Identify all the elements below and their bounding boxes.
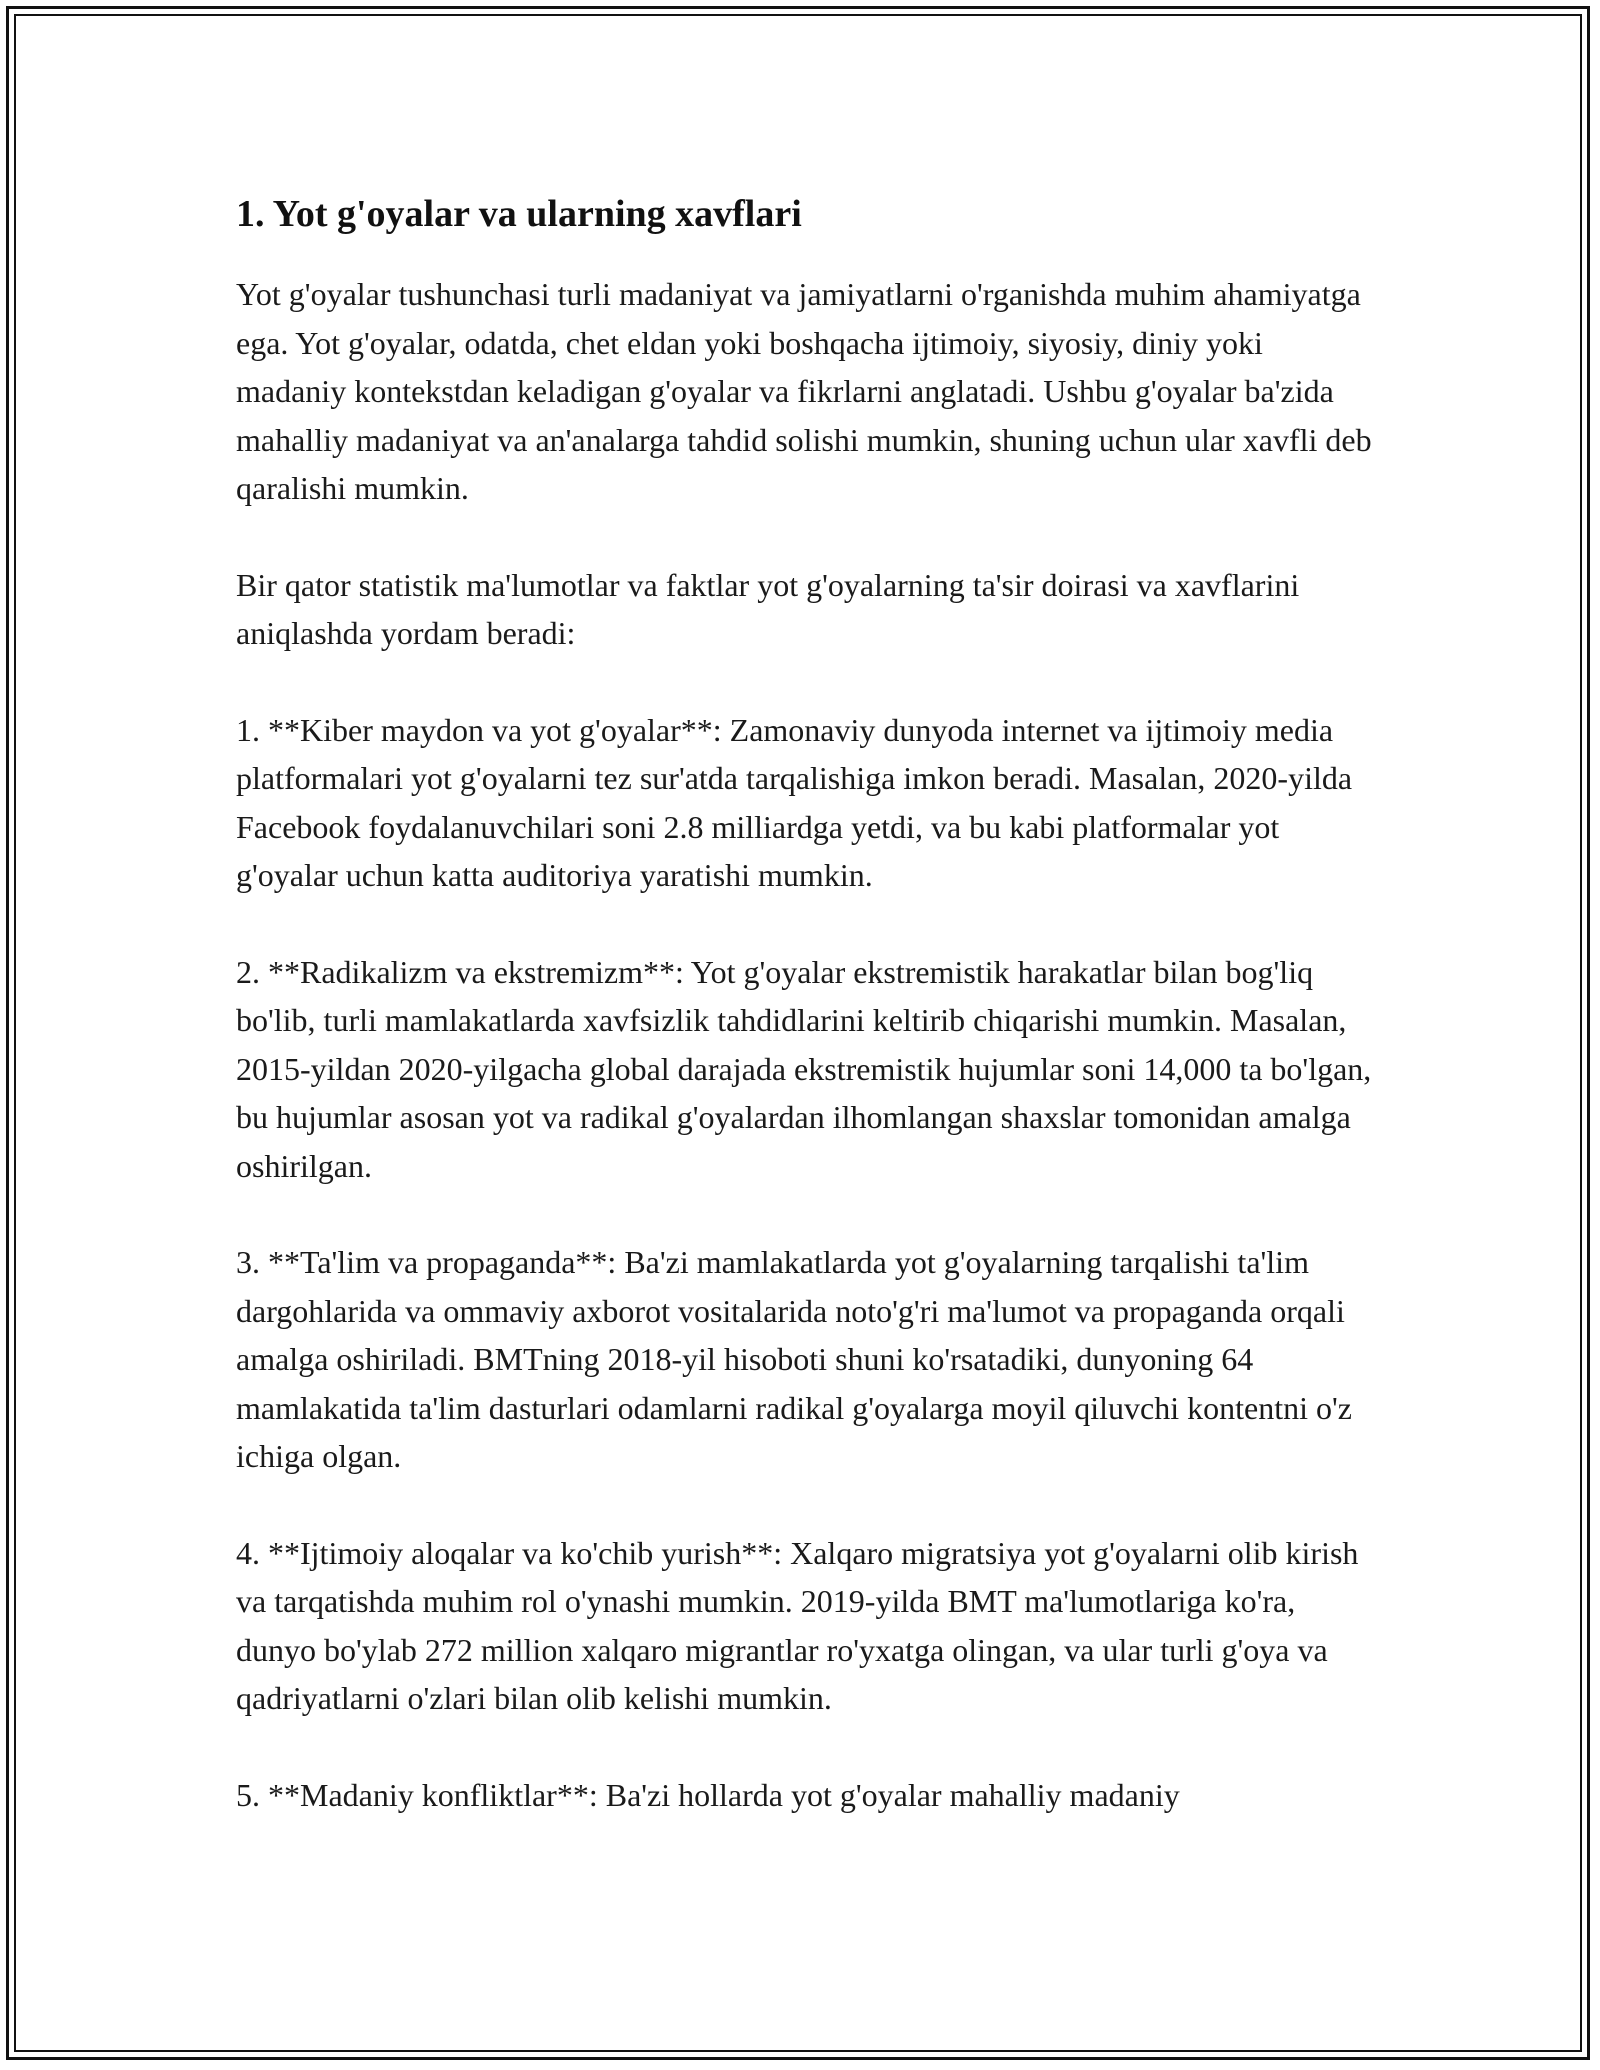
list-item-education-propaganda: 3. **Ta'lim va propaganda**: Ba'zi mamlakatlarda yot g'oyalarning tarqalishi ta'lim dargohlarida va ommaviy axborot vositalarida noto'g'ri ma'lumot va propaganda orqali amalga oshiriladi. BMTning 2018-yil hisoboti shuni ko'rsatadiki, dunyoning 64 mamlakatida ta'lim dasturlari odamlarni radikal g'oyalarga moyil qiluvchi kontentni o'z ichiga olgan. <box>236 1244 1352 1474</box>
section-title: 1. Yot g'oyalar va ularning xavflari <box>236 193 802 235</box>
document-body <box>236 186 1376 1867</box>
intro-paragraph: Yot g'oyalar tushunchasi turli madaniyat va jamiyatlarni o'rganishda muhim ahamiyatga ega. Yot g'oyalar, odatda, chet eldan yoki boshqacha ijtimoiy, siyosiy, diniy yoki madaniy kontekstdan keladigan g'oyalar va fikrlarni anglatadi. Ushbu g'oyalar ba'zida mahalliy madaniyat va an'analarga tahdid solishi mumkin, shuning uchun ular xavfli deb qaralishi mumkin. <box>236 276 1372 506</box>
list-item-migration: 4. **Ijtimoiy aloqalar va ko'chib yurish**: Xalqaro migratsiya yot g'oyalarni olib kirish va tarqatishda muhim rol o'ynashi mumkin. 2019-yilda BMT ma'lumotlariga ko'ra, dunyo bo'ylab 272 million xalqaro migrantlar ro'yxatga olingan, va ular turli g'oya va qadriyatlarni o'zlari bilan olib kelishi mumkin. <box>236 1534 1359 1716</box>
list-item-cyber-space: 1. **Kiber maydon va yot g'oyalar**: Zamonaviy dunyoda internet va ijtimoiy media platformalari yot g'oyalarni tez sur'atda tarqalishiga imkon beradi. Masalan, 2020-yilda Facebook foydalanuvchilari soni 2.8 milliardga yetdi, va bu kabi platformalar yot g'oyalar uchun katta auditoriya yaratishi mumkin. <box>236 711 1353 893</box>
stats-intro-paragraph: Bir qator statistik ma'lumotlar va faktlar yot g'oyalarning ta'sir doirasi va xavflarini aniqlashda yordam beradi: <box>236 566 1300 651</box>
list-item-cultural-conflicts: 5. **Madaniy konfliktlar**: Ba'zi hollarda yot g'oyalar mahalliy madaniy <box>236 1776 1180 1813</box>
list-item-radicalism: 2. **Radikalizm va ekstremizm**: Yot g'oyalar ekstremistik harakatlar bilan bog'liq bo'lib, turli mamlakatlarda xavfsizlik tahdidlarini keltirib chiqarishi mumkin. Masalan, 2015-yildan 2020-yilgacha global darajada ekstremistik hujumlar soni 14,000 ta bo'lgan, bu hujumlar asosan yot va radikal g'oyalardan ilhomlangan shaxslar tomonidan amalga oshirilgan. <box>236 953 1372 1184</box>
